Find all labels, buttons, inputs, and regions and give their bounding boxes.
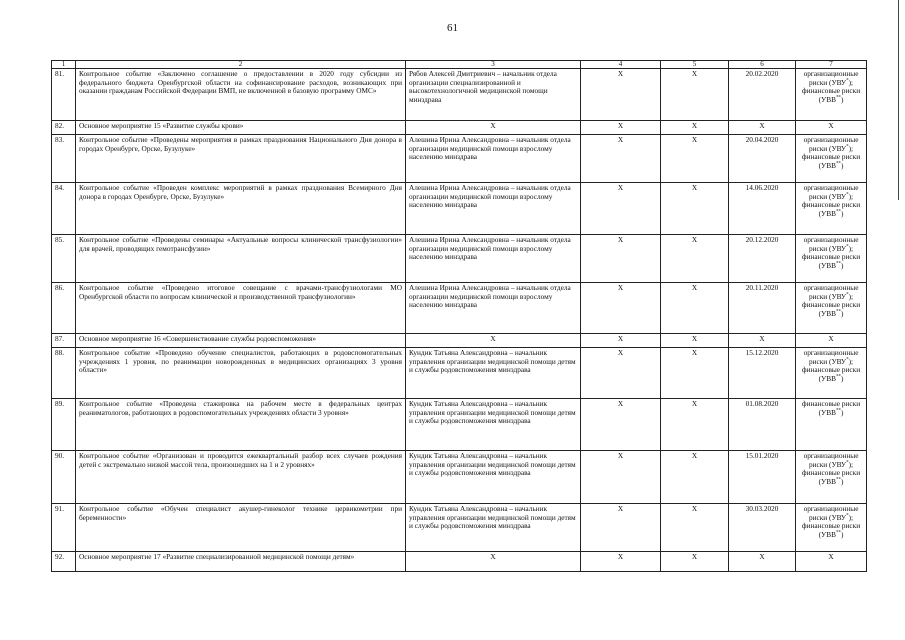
row-date: 20.02.2020	[729, 69, 796, 121]
risk-text-part: финансовые риски (УВВ	[801, 399, 861, 417]
row-number: 86.	[52, 283, 76, 334]
risk-text-part: организационные риски (УВУ	[803, 283, 859, 301]
risk-text-part: )	[840, 308, 844, 318]
row-date: 15.01.2020	[729, 451, 796, 504]
risk-text-part: X	[828, 121, 834, 130]
risk-text-part: **	[835, 530, 841, 536]
column-header: 6	[729, 61, 796, 69]
row-col4: X	[581, 348, 661, 399]
row-number: 91.	[52, 504, 76, 552]
row-date: 20.11.2020	[729, 283, 796, 334]
row-date: X	[729, 334, 796, 348]
row-risk	[796, 451, 867, 504]
table-row	[52, 283, 867, 334]
row-date: 14.06.2020	[729, 183, 796, 235]
row-number: 90.	[52, 451, 76, 504]
risk-text-part: организационные риски (УВУ	[803, 504, 859, 522]
column-header: 5	[661, 61, 729, 69]
risk-text-part: организационные риски (УВУ	[803, 235, 859, 253]
row-col5: X	[661, 283, 729, 334]
row-col4: X	[581, 504, 661, 552]
row-responsible: X	[406, 552, 581, 572]
risk-text-part: организационные риски (УВУ	[803, 451, 859, 469]
risk-text-part: )	[840, 373, 844, 383]
row-date: 15.12.2020	[729, 348, 796, 399]
header-row	[52, 61, 867, 69]
table-row	[52, 504, 867, 552]
row-col5: X	[661, 183, 729, 235]
row-number: 85.	[52, 235, 76, 283]
row-col5: X	[661, 348, 729, 399]
row-name: Контрольное событие «Проведено обучение специалистов, работающих в родовспомогательных учреждениях 1 уровня, по реанимации новорожденных в медицинских организациях 3 уровня области»	[76, 348, 406, 399]
row-number: 88.	[52, 348, 76, 399]
row-risk	[796, 121, 867, 135]
row-name: Основное мероприятие 16 «Совершенствование службы родовспоможения»	[76, 334, 406, 348]
table-row	[52, 135, 867, 183]
row-col5: X	[661, 399, 729, 451]
risk-text-part: )	[840, 407, 844, 417]
risk-text-part: **	[835, 95, 841, 101]
row-col4: X	[581, 69, 661, 121]
row-col5: X	[661, 69, 729, 121]
row-col5: X	[661, 235, 729, 283]
row-col4: X	[581, 183, 661, 235]
row-col5: X	[661, 121, 729, 135]
risk-text-part: X	[828, 552, 834, 561]
risk-text-part: **	[835, 477, 841, 483]
risk-text-part: ); финансовые риски (УВВ	[801, 512, 861, 539]
risk-text-part: **	[835, 309, 841, 315]
plan-table	[51, 60, 867, 572]
row-responsible: Кундик Татьяна Александровна – начальник управления организации медицинской помощи детям и службы родовспоможения минздрава	[406, 348, 581, 399]
risk-text-part: организационные риски (УВУ	[803, 183, 859, 201]
risk-text-part: X	[828, 334, 834, 343]
page-edge-line	[898, 0, 899, 200]
row-number: 87.	[52, 334, 76, 348]
risk-text-part: организационные риски (УВУ	[803, 348, 859, 366]
column-header: 1	[52, 61, 76, 69]
row-name: Контрольное событие «Заключено соглашение о предоставлении в 2020 году субсидии из федерального бюджета Оренбургской области на софинансирование расходов, возникающих при оказании гражданам Российской Федерации ВМП, не включенной в базовую программу ОМС»	[76, 69, 406, 121]
row-risk	[796, 504, 867, 552]
risk-text-part: ); финансовые риски (УВВ	[801, 143, 861, 170]
row-number: 81.	[52, 69, 76, 121]
row-col4: X	[581, 121, 661, 135]
table-row	[52, 399, 867, 451]
row-responsible: Рябов Алексей Дмитриевич – начальник отдела организации специализированной и высокотехнологичной медицинской помощи минздрава	[406, 69, 581, 121]
row-col4: X	[581, 451, 661, 504]
column-header: 3	[406, 61, 581, 69]
row-col4: X	[581, 552, 661, 572]
table-row	[52, 121, 867, 135]
row-name: Контрольное событие «Проведен комплекс мероприятий в рамках празднования Всемирного Дня донора в городах Оренбурге, Орске, Бузулуке»	[76, 183, 406, 235]
row-number: 92.	[52, 552, 76, 572]
row-risk	[796, 552, 867, 572]
risk-text-part: )	[840, 476, 844, 486]
row-col5: X	[661, 334, 729, 348]
risk-text-part: ); финансовые риски (УВВ	[801, 191, 861, 218]
row-date: 01.08.2020	[729, 399, 796, 451]
risk-text-part: )	[840, 160, 844, 170]
risk-text-part: )	[840, 94, 844, 104]
row-name: Контрольное событие «Проведено итоговое совещание с врачами-трансфузиологами МО Оренбургской области по вопросам клинической и производственной трансфузиологии»	[76, 283, 406, 334]
risk-text-part: ); финансовые риски (УВВ	[801, 77, 861, 104]
row-col4: X	[581, 334, 661, 348]
row-col4: X	[581, 283, 661, 334]
row-responsible: X	[406, 334, 581, 348]
row-col5: X	[661, 552, 729, 572]
risk-text-part: ); финансовые риски (УВВ	[801, 356, 861, 383]
risk-text-part: **	[835, 261, 841, 267]
row-responsible: Кундик Татьяна Александровна – начальник управления организации медицинской помощи детям и службы родовспоможения минздрава	[406, 451, 581, 504]
risk-text-part: **	[835, 161, 841, 167]
risk-text-part: )	[840, 208, 844, 218]
row-date: X	[729, 552, 796, 572]
row-responsible: Кундик Татьяна Александровна – начальник управления организации медицинской помощи детям и службы родовспоможения минздрава	[406, 399, 581, 451]
risk-text-part: **	[835, 374, 841, 380]
row-number: 89.	[52, 399, 76, 451]
row-name: Контрольное событие «Организован и проводится ежеквартальный разбор всех случаев рождения детей с экстремально низкой массой тела, произошедших на 1 и 2 уровнях»	[76, 451, 406, 504]
risk-text-part: *	[846, 292, 849, 298]
row-name: Основное мероприятие 15 «Развитие службы крови»	[76, 121, 406, 135]
risk-text-part: *	[846, 513, 849, 519]
risk-text-part: организационные риски (УВУ	[803, 69, 859, 87]
risk-text-part: *	[846, 78, 849, 84]
row-risk	[796, 399, 867, 451]
row-risk	[796, 183, 867, 235]
table-row	[52, 552, 867, 572]
risk-text-part: **	[835, 209, 841, 215]
row-date: 20.04.2020	[729, 135, 796, 183]
row-name: Контрольное событие «Проведены семинары «Актуальные вопросы клинической трансфузиологии» для врачей, проводящих гемотрансфузии»	[76, 235, 406, 283]
risk-text-part: организационные риски (УВУ	[803, 135, 859, 153]
row-col4: X	[581, 235, 661, 283]
row-col5: X	[661, 451, 729, 504]
row-col4: X	[581, 399, 661, 451]
risk-text-part: ); финансовые риски (УВВ	[801, 243, 861, 270]
table-row	[52, 334, 867, 348]
row-col4: X	[581, 135, 661, 183]
row-responsible: Алешина Ирина Александровна – начальник отдела организации медицинской помощи взрослому населению минздрава	[406, 183, 581, 235]
row-risk	[796, 334, 867, 348]
risk-text-part: **	[835, 408, 841, 414]
row-date: 20.12.2020	[729, 235, 796, 283]
risk-text-part: *	[846, 244, 849, 250]
risk-text-part: *	[846, 460, 849, 466]
table-row	[52, 348, 867, 399]
row-risk	[796, 69, 867, 121]
risk-text-part: )	[840, 529, 844, 539]
table-row	[52, 69, 867, 121]
risk-text-part: )	[840, 260, 844, 270]
risk-text-part: *	[846, 357, 849, 363]
row-name: Основное мероприятие 17 «Развитие специализированной медицинской помощи детям»	[76, 552, 406, 572]
row-risk	[796, 283, 867, 334]
risk-text-part: *	[846, 192, 849, 198]
risk-text-part: *	[846, 144, 849, 150]
row-responsible: Алешина Ирина Александровна – начальник отдела организации медицинской помощи взрослому населению минздрава	[406, 135, 581, 183]
row-responsible: X	[406, 121, 581, 135]
row-risk	[796, 235, 867, 283]
row-risk	[796, 348, 867, 399]
risk-text-part: ); финансовые риски (УВВ	[801, 291, 861, 318]
row-date: 30.03.2020	[729, 504, 796, 552]
row-date: X	[729, 121, 796, 135]
row-responsible: Алешина Ирина Александровна – начальник отдела организации медицинской помощи взрослому населению минздрава	[406, 283, 581, 334]
row-risk	[796, 135, 867, 183]
column-header: 7	[796, 61, 867, 69]
column-header: 2	[76, 61, 406, 69]
table-row	[52, 183, 867, 235]
row-responsible: Кундик Татьяна Александровна – начальник управления организации медицинской помощи детям и службы родовспоможения минздрава	[406, 504, 581, 552]
row-number: 82.	[52, 121, 76, 135]
risk-text-part: ); финансовые риски (УВВ	[801, 459, 861, 486]
row-col5: X	[661, 504, 729, 552]
page-number: 61	[447, 22, 458, 34]
row-name: Контрольное событие «Обучен специалист акушер-гинеколог технике цервикометрии при беременности»	[76, 504, 406, 552]
row-name: Контрольное событие «Проведены мероприятия в рамках празднования Национального Дня донора в городах Оренбурге, Орске, Бузулуке»	[76, 135, 406, 183]
table-row	[52, 235, 867, 283]
row-number: 83.	[52, 135, 76, 183]
row-name: Контрольное событие «Проведена стажировка на рабочем месте в федеральных центрах реаниматологов, работающих в родовспомогательных учреждениях области 3 уровня»	[76, 399, 406, 451]
table-row	[52, 451, 867, 504]
column-header: 4	[581, 61, 661, 69]
row-number: 84.	[52, 183, 76, 235]
row-col5: X	[661, 135, 729, 183]
row-responsible: Алешина Ирина Александровна – начальник отдела организации медицинской помощи взрослому населению минздрава	[406, 235, 581, 283]
